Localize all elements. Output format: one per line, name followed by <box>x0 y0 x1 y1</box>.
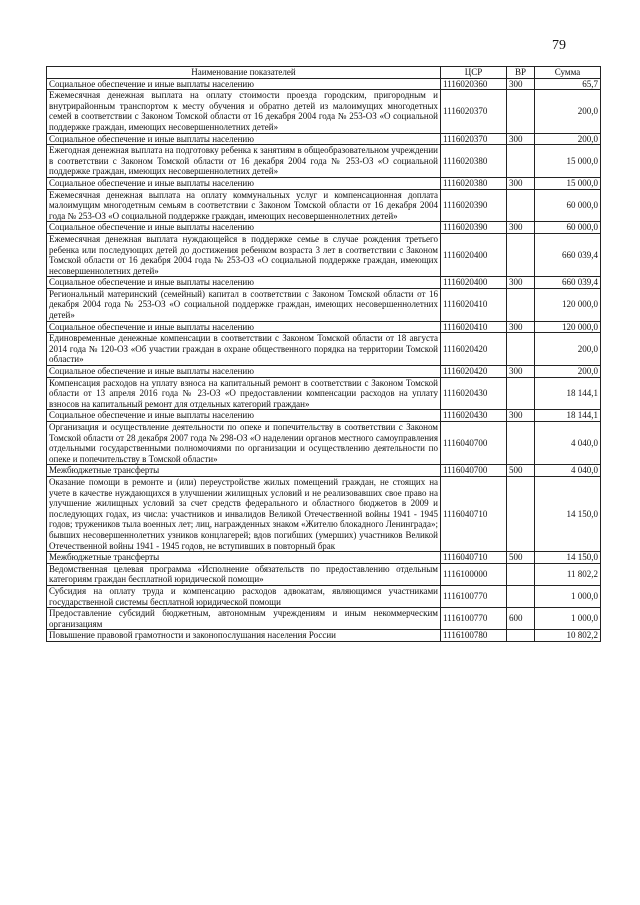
budget-table <box>46 66 601 642</box>
table-row <box>47 366 601 378</box>
row-csr-cell: 1116020380 <box>441 177 507 189</box>
table-row <box>47 465 601 477</box>
row-name-cell: Ведомственная целевая программа «Исполнение обязательств по предоставлению отдельным категориям граждан бесплатной юридической помощи» <box>47 563 441 585</box>
table-row <box>47 277 601 289</box>
row-sum-cell: 1 000,0 <box>535 585 601 607</box>
row-vr-cell <box>507 333 535 366</box>
row-csr-cell: 1116020410 <box>441 288 507 321</box>
row-sum-cell: 200,0 <box>535 90 601 133</box>
table-row <box>47 333 601 366</box>
row-sum-cell: 60 000,0 <box>535 222 601 234</box>
row-sum-cell: 11 802,2 <box>535 563 601 585</box>
row-csr-cell: 1116020400 <box>441 277 507 289</box>
table-row <box>47 233 601 276</box>
header-vr: ВР <box>507 67 535 79</box>
row-csr-cell: 1116020390 <box>441 222 507 234</box>
row-vr-cell: 300 <box>507 78 535 90</box>
row-vr-cell: 600 <box>507 608 535 630</box>
header-sum: Сумма <box>535 67 601 79</box>
row-name-cell: Организация и осуществление деятельности по опеке и попечительству в соответствии с Законом Томской области от 28 декабря 2007 года № 298-ОЗ «О наделении органов местного самоуправления отдельными государственными полномочиями по организации и осуществлению деятельности по опеке и попечительству в Томской области» <box>47 422 441 465</box>
row-name-cell: Межбюджетные трансферты <box>47 465 441 477</box>
row-name-cell: Социальное обеспечение и иные выплаты населению <box>47 177 441 189</box>
row-name-cell: Социальное обеспечение и иные выплаты населению <box>47 222 441 234</box>
table-row <box>47 377 601 410</box>
row-vr-cell <box>507 145 535 178</box>
row-name-cell: Социальное обеспечение и иные выплаты населению <box>47 78 441 90</box>
row-sum-cell: 4 040,0 <box>535 422 601 465</box>
row-name-cell: Ежемесячная денежная выплата на оплату стоимости проезда городским, пригородным и внутрирайонным транспортом к месту обучения и обратно детей из малоимущих многодетных семей в соответствии с Законом Томской области от 16 декабря 2004 года № 253-ОЗ «О социальной поддержке граждан, имеющих несовершеннолетних детей» <box>47 90 441 133</box>
row-vr-cell <box>507 90 535 133</box>
table-header-row <box>47 67 601 79</box>
row-vr-cell: 500 <box>507 465 535 477</box>
row-sum-cell: 200,0 <box>535 133 601 145</box>
row-name-cell: Социальное обеспечение и иные выплаты населению <box>47 366 441 378</box>
table-row <box>47 410 601 422</box>
row-sum-cell: 660 039,4 <box>535 233 601 276</box>
row-vr-cell: 300 <box>507 222 535 234</box>
row-name-cell: Социальное обеспечение и иные выплаты населению <box>47 277 441 289</box>
row-name-cell: Повышение правовой грамотности и законопослушания населения России <box>47 630 441 642</box>
row-sum-cell: 18 144,1 <box>535 410 601 422</box>
row-csr-cell: 1116020420 <box>441 333 507 366</box>
table-row <box>47 222 601 234</box>
row-name-cell: Единовременные денежные компенсации в соответствии с Законом Томской области от 18 августа 2014 года № 120-ОЗ «Об участии граждан в охране общественного порядка на территории Томской области» <box>47 333 441 366</box>
row-csr-cell: 1116020400 <box>441 233 507 276</box>
row-vr-cell <box>507 288 535 321</box>
row-sum-cell: 10 802,2 <box>535 630 601 642</box>
table-row <box>47 630 601 642</box>
table-row <box>47 177 601 189</box>
row-csr-cell: 1116020430 <box>441 410 507 422</box>
row-name-cell: Ежемесячная денежная выплата нуждающейся в поддержке семье в случае рождения третьего ребенка или последующих детей до достижения ребенком возраста 3 лет в соответствии с Законом Томской области от 16 декабря 2004 года № 253-ОЗ «О социальной поддержке граждан, имеющих несовершеннолетних детей» <box>47 233 441 276</box>
row-vr-cell: 300 <box>507 366 535 378</box>
row-vr-cell: 500 <box>507 552 535 564</box>
row-csr-cell: 1116020360 <box>441 78 507 90</box>
row-sum-cell: 4 040,0 <box>535 465 601 477</box>
row-name-cell: Оказание помощи в ремонте и (или) переустройстве жилых помещений граждан, не стоящих на учете в качестве нуждающихся в улучшении жилищных условий и не реализовавших свое право на улучшение жилищных условий за счет средств федерального и областного бюджетов в 2009 и последующих годах, из числа: участников и инвалидов Великой Отечественной войны 1941 - 1945 годов; тружеников тыла военных лет; лиц, награжденных знаком «Жителю блокадного Ленинграда»; бывших несовершеннолетних узников концлагерей; вдов погибших (умерших) участников Великой Отечественной войны 1941 - 1945 годов, не вступивших в повторный брак <box>47 476 441 551</box>
row-name-cell: Межбюджетные трансферты <box>47 552 441 564</box>
row-name-cell: Региональный материнский (семейный) капитал в соответствии с Законом Томской области от 16 декабря 2004 года № 253-ОЗ «О социальной поддержке граждан, имеющих несовершеннолетних детей» <box>47 288 441 321</box>
row-sum-cell: 15 000,0 <box>535 145 601 178</box>
row-csr-cell: 1116020380 <box>441 145 507 178</box>
row-vr-cell: 300 <box>507 410 535 422</box>
row-vr-cell <box>507 476 535 551</box>
table-row <box>47 476 601 551</box>
row-vr-cell <box>507 422 535 465</box>
row-vr-cell: 300 <box>507 321 535 333</box>
row-csr-cell: 1116040700 <box>441 422 507 465</box>
table-row <box>47 90 601 133</box>
row-sum-cell: 14 150,0 <box>535 552 601 564</box>
table-row <box>47 321 601 333</box>
row-name-cell: Компенсация расходов на уплату взноса на капитальный ремонт в соответствии с Законом Томской области от 13 апреля 2016 года № 23-ОЗ «О предоставлении компенсации расходов на уплату взносов на капитальный ремонт для отдельных категорий граждан» <box>47 377 441 410</box>
header-csr: ЦСР <box>441 67 507 79</box>
row-vr-cell: 300 <box>507 177 535 189</box>
row-sum-cell: 120 000,0 <box>535 288 601 321</box>
row-sum-cell: 65,7 <box>535 78 601 90</box>
row-csr-cell: 1116020410 <box>441 321 507 333</box>
row-vr-cell <box>507 233 535 276</box>
row-sum-cell: 18 144,1 <box>535 377 601 410</box>
page-number: 79 <box>552 38 566 53</box>
row-name-cell: Социальное обеспечение и иные выплаты населению <box>47 133 441 145</box>
row-name-cell: Социальное обеспечение и иные выплаты населению <box>47 410 441 422</box>
row-name-cell: Субсидия на оплату труда и компенсацию расходов адвокатам, являющимся участниками государственной системы бесплатной юридической помощи <box>47 585 441 607</box>
table-row <box>47 78 601 90</box>
row-csr-cell: 1116020370 <box>441 90 507 133</box>
row-sum-cell: 60 000,0 <box>535 189 601 222</box>
row-vr-cell <box>507 189 535 222</box>
row-csr-cell: 1116040710 <box>441 476 507 551</box>
row-csr-cell: 1116100780 <box>441 630 507 642</box>
row-sum-cell: 14 150,0 <box>535 476 601 551</box>
row-csr-cell: 1116040710 <box>441 552 507 564</box>
row-vr-cell: 300 <box>507 133 535 145</box>
row-sum-cell: 120 000,0 <box>535 321 601 333</box>
row-sum-cell: 200,0 <box>535 366 601 378</box>
row-csr-cell: 1116020390 <box>441 189 507 222</box>
table-row <box>47 133 601 145</box>
table-row <box>47 585 601 607</box>
header-name: Наименование показателей <box>47 67 441 79</box>
row-csr-cell: 1116100770 <box>441 585 507 607</box>
row-name-cell: Ежегодная денежная выплата на подготовку ребенка к занятиям в общеобразовательном учреждении в соответствии с Законом Томской области от 16 декабря 2004 года № 253-ОЗ «О социальной поддержке граждан, имеющих несовершеннолетних детей» <box>47 145 441 178</box>
row-csr-cell: 1116020420 <box>441 366 507 378</box>
row-name-cell: Предоставление субсидий бюджетным, автономным учреждениям и иным некоммерческим организациям <box>47 608 441 630</box>
row-sum-cell: 1 000,0 <box>535 608 601 630</box>
row-name-cell: Ежемесячная денежная выплата на оплату коммунальных услуг и компенсационная доплата малоимущим многодетным семьям в соответствии с Законом Томской области от 16 декабря 2004 года № 253-ОЗ «О социальной поддержке граждан, имеющих несовершеннолетних детей» <box>47 189 441 222</box>
table-row <box>47 608 601 630</box>
row-csr-cell: 1116020370 <box>441 133 507 145</box>
table-row <box>47 422 601 465</box>
row-sum-cell: 15 000,0 <box>535 177 601 189</box>
row-vr-cell <box>507 377 535 410</box>
row-csr-cell: 1116100000 <box>441 563 507 585</box>
row-csr-cell: 1116100770 <box>441 608 507 630</box>
row-csr-cell: 1116040700 <box>441 465 507 477</box>
row-vr-cell <box>507 630 535 642</box>
table-row <box>47 563 601 585</box>
table-row <box>47 145 601 178</box>
table-row <box>47 288 601 321</box>
table-body <box>47 78 601 641</box>
row-sum-cell: 200,0 <box>535 333 601 366</box>
row-csr-cell: 1116020430 <box>441 377 507 410</box>
table-row <box>47 552 601 564</box>
row-vr-cell <box>507 563 535 585</box>
row-sum-cell: 660 039,4 <box>535 277 601 289</box>
row-name-cell: Социальное обеспечение и иные выплаты населению <box>47 321 441 333</box>
row-vr-cell: 300 <box>507 277 535 289</box>
table-row <box>47 189 601 222</box>
row-vr-cell <box>507 585 535 607</box>
